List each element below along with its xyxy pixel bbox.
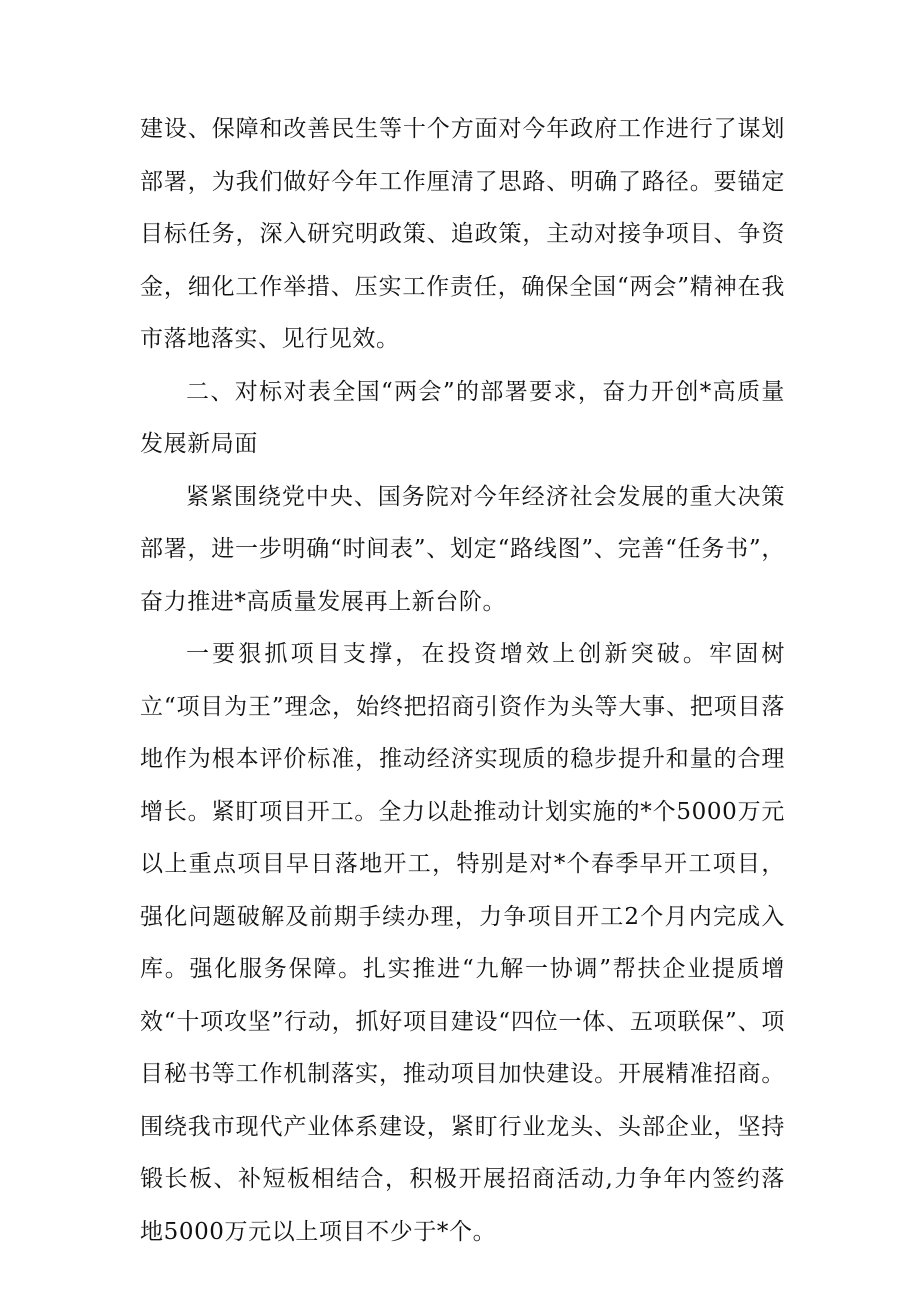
- paragraph-intro: 紧紧围绕党中央、国务院对今年经济社会发展的重大决策部署，进一步明确“时间表”、划定“路线图”、完善“任务书”，奋力推进*高质量发展再上新台阶。: [140, 483, 785, 615]
- paragraph-project-support: 一要狠抓项目支撑，在投资增效上创新突破。牢固树立“项目为王”理念，始终把招商引资作为头等大事、把项目落地作为根本评价标准，推动经济实现质的稳步提升和量的合理增长。紧盯项目开工。全力以赴推动计划实施的*个5000万元以上重点项目早日落地开工，特别是对*个春季早开工项目，强化问题破解及前期手续办理，力争项目开工2个月内完成入库。强化服务保障。扎实推进“九解一协调”帮扶企业提质增效“十项攻坚”行动，抓好项目建设“四位一体、五项联保”、项目秘书等工作机制落实，推动项目加快建设。开展精准招商。围绕我市现代产业体系建设，紧盯行业龙头、头部企业，坚持锻长板、补短板相结合，积极开展招商活动,力争年内签约落地5000万元以上项目不少于*个。: [140, 641, 785, 1245]
- paragraph-continuation: 建设、保障和改善民生等十个方面对今年政府工作进行了谋划部署，为我们做好今年工作厘清了思路、明确了路径。要锚定目标任务，深入研究明政策、追政策，主动对接争项目、争资金，细化工作举措、压实工作责任，确保全国“两会”精神在我市落地落实、见行见效。: [140, 116, 785, 352]
- document-body: [140, 103, 785, 1258]
- section-heading: 二、对标对表全国“两会”的部署要求，奋力开创*高质量发展新局面: [140, 378, 785, 457]
